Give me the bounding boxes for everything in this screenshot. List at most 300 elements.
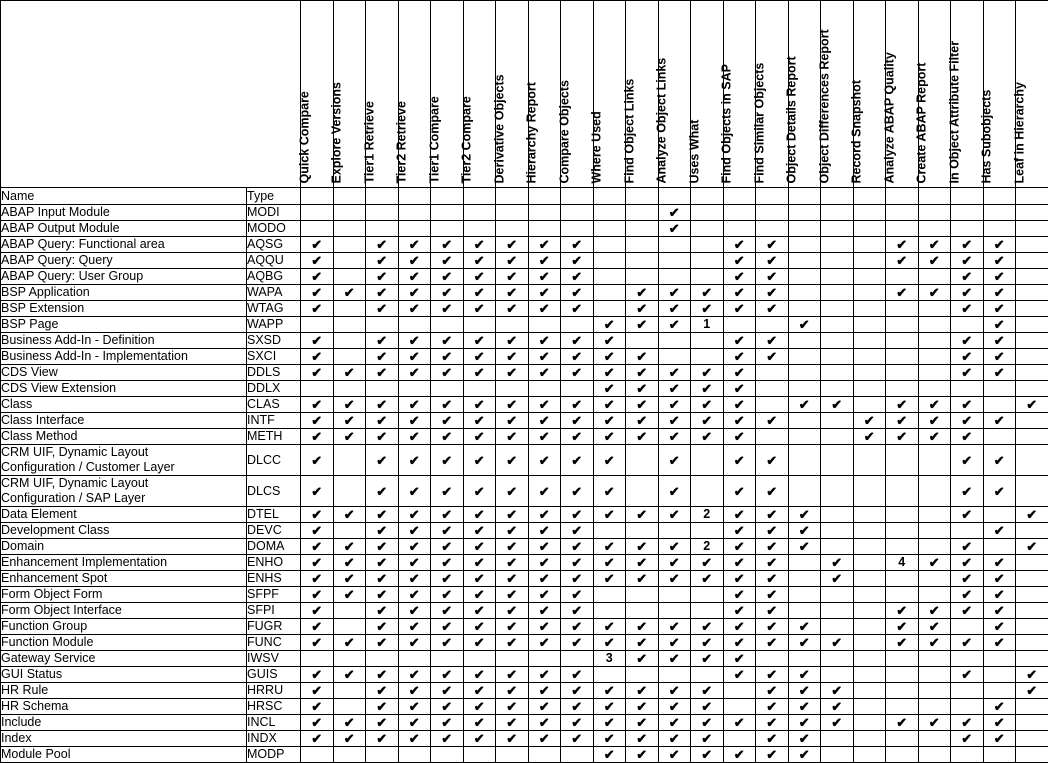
- column-header-compare-objects[interactable]: [561, 1, 594, 188]
- checkmark-icon: ✔: [539, 429, 550, 444]
- checkmark-icon: ✔: [311, 301, 322, 316]
- matrix-cell-check: [463, 635, 496, 651]
- matrix-cell-empty: [1016, 731, 1048, 747]
- matrix-cell-empty: [918, 301, 951, 317]
- matrix-cell-check: [301, 349, 334, 365]
- matrix-cell-empty: [853, 683, 886, 699]
- matrix-cell-empty: [691, 476, 724, 507]
- matrix-cell-check: [723, 476, 756, 507]
- matrix-cell-empty: [788, 269, 821, 285]
- matrix-cell-check: [561, 397, 594, 413]
- checkmark-icon: ✔: [961, 333, 972, 348]
- column-header-find-objects-in-sap[interactable]: [723, 1, 756, 188]
- checkmark-icon: ✔: [539, 699, 550, 714]
- checkmark-icon: ✔: [961, 484, 972, 499]
- checkmark-icon: ✔: [961, 413, 972, 428]
- checkmark-icon: ✔: [961, 349, 972, 364]
- table-row[interactable]: [1, 539, 1048, 555]
- matrix-cell-empty: [593, 523, 626, 539]
- matrix-cell-check: [593, 445, 626, 476]
- footnote-marker: 4: [898, 555, 905, 570]
- checkmark-icon: ✔: [896, 397, 907, 412]
- matrix-cell-empty: [431, 317, 464, 333]
- column-header-find-similar-objects[interactable]: [756, 1, 789, 188]
- column-header-uses-what[interactable]: [691, 1, 724, 188]
- matrix-cell-check: [886, 413, 919, 429]
- matrix-cell-check: [366, 349, 399, 365]
- matrix-cell-check: [333, 587, 366, 603]
- matrix-cell-check: [561, 253, 594, 269]
- object-type-name-line1: BSP Application: [1, 285, 90, 299]
- matrix-cell-check: [398, 269, 431, 285]
- checkmark-icon: ✔: [961, 301, 972, 316]
- column-header-leaf-in-hierarchy[interactable]: [1016, 1, 1048, 188]
- checkmark-icon: ✔: [604, 571, 615, 586]
- matrix-cell-check: [431, 587, 464, 603]
- matrix-cell-empty: [886, 221, 919, 237]
- table-row[interactable]: [1, 507, 1048, 523]
- matrix-cell-empty: [1016, 747, 1048, 763]
- checkmark-icon: ✔: [799, 523, 810, 538]
- checkmark-icon: ✔: [929, 619, 940, 634]
- checkmark-icon: ✔: [701, 285, 712, 300]
- matrix-cell-check: [723, 715, 756, 731]
- checkmark-icon: ✔: [766, 715, 777, 730]
- table-row[interactable]: [1, 683, 1048, 699]
- matrix-cell-check: [496, 413, 529, 429]
- checkmark-icon: ✔: [376, 667, 387, 682]
- matrix-cell-check: [496, 253, 529, 269]
- checkmark-icon: ✔: [994, 349, 1005, 364]
- matrix-cell-footnote: [593, 651, 626, 667]
- checkmark-icon: ✔: [831, 571, 842, 586]
- table-row[interactable]: [1, 619, 1048, 635]
- checkmark-icon: ✔: [831, 397, 842, 412]
- checkmark-icon: ✔: [441, 683, 452, 698]
- matrix-cell-check: [658, 555, 691, 571]
- checkmark-icon: ✔: [409, 397, 420, 412]
- matrix-cell-empty: [528, 651, 561, 667]
- checkmark-icon: ✔: [474, 555, 485, 570]
- matrix-cell-check: [788, 683, 821, 699]
- checkmark-icon: ✔: [376, 253, 387, 268]
- matrix-cell-check: [626, 555, 659, 571]
- column-header-analyze-object-links[interactable]: [658, 1, 691, 188]
- matrix-cell-check: [528, 301, 561, 317]
- matrix-cell-check: [951, 253, 984, 269]
- checkmark-icon: ✔: [571, 397, 582, 412]
- checkmark-icon: ✔: [604, 555, 615, 570]
- checkmark-icon: ✔: [441, 715, 452, 730]
- checkmark-icon: ✔: [669, 635, 680, 650]
- matrix-cell-check: [1016, 667, 1048, 683]
- table-row[interactable]: [1, 667, 1048, 683]
- checkmark-icon: ✔: [701, 381, 712, 396]
- table-row[interactable]: [1, 205, 1048, 221]
- table-row[interactable]: [1, 571, 1048, 587]
- column-header-has-subobjects[interactable]: [983, 1, 1016, 188]
- column-header-label: Record Snapshot: [851, 80, 864, 184]
- checkmark-icon: ✔: [636, 429, 647, 444]
- matrix-cell-empty: [983, 381, 1016, 397]
- checkmark-icon: ✔: [961, 635, 972, 650]
- matrix-cell-check: [463, 571, 496, 587]
- matrix-cell-check: [528, 476, 561, 507]
- checkmark-icon: ✔: [961, 507, 972, 522]
- matrix-cell-check: [821, 571, 854, 587]
- matrix-cell-empty: [658, 349, 691, 365]
- matrix-cell-check: [788, 523, 821, 539]
- matrix-cell-check: [301, 699, 334, 715]
- column-header-tier2-compare[interactable]: [463, 1, 496, 188]
- matrix-cell-empty: [1016, 651, 1048, 667]
- checkmark-icon: ✔: [604, 365, 615, 380]
- checkmark-icon: ✔: [669, 619, 680, 634]
- checkmark-icon: ✔: [506, 523, 517, 538]
- table-row[interactable]: [1, 699, 1048, 715]
- matrix-cell-check: [366, 731, 399, 747]
- checkmark-icon: ✔: [604, 539, 615, 554]
- checkmark-icon: ✔: [669, 205, 680, 220]
- matrix-cell-check: [366, 365, 399, 381]
- checkmark-icon: ✔: [311, 269, 322, 284]
- table-row[interactable]: [1, 317, 1048, 333]
- column-header-tier1-retrieve[interactable]: [366, 1, 399, 188]
- matrix-cell-empty: [528, 317, 561, 333]
- column-header-tier1-compare[interactable]: [431, 1, 464, 188]
- checkmark-icon: ✔: [929, 253, 940, 268]
- table-row[interactable]: [1, 365, 1048, 381]
- column-header-tier2-retrieve[interactable]: [398, 1, 431, 188]
- matrix-cell-empty: [691, 237, 724, 253]
- checkmark-icon: ✔: [409, 269, 420, 284]
- checkmark-icon: ✔: [441, 484, 452, 499]
- checkmark-icon: ✔: [441, 555, 452, 570]
- matrix-cell-check: [593, 365, 626, 381]
- checkmark-icon: ✔: [994, 253, 1005, 268]
- matrix-cell-check: [528, 555, 561, 571]
- checkmark-icon: ✔: [766, 731, 777, 746]
- column-header-quick-compare[interactable]: [301, 1, 334, 188]
- checkmark-icon: ✔: [311, 715, 322, 730]
- column-header-hierarchy-report[interactable]: [528, 1, 561, 188]
- matrix-cell-check: [918, 285, 951, 301]
- object-type-code: SFPI: [247, 603, 301, 619]
- checkmark-icon: ✔: [539, 523, 550, 538]
- checkmark-icon: ✔: [701, 699, 712, 714]
- matrix-cell-check: [528, 603, 561, 619]
- matrix-cell-check: [723, 381, 756, 397]
- object-type-code: MODO: [247, 221, 301, 237]
- matrix-cell-empty: [951, 317, 984, 333]
- matrix-cell-check: [691, 397, 724, 413]
- matrix-cell-check: [723, 523, 756, 539]
- column-header-analyze-abap-quality[interactable]: [886, 1, 919, 188]
- table-row[interactable]: [1, 253, 1048, 269]
- matrix-cell-check: [496, 683, 529, 699]
- checkmark-icon: ✔: [636, 731, 647, 746]
- checkmark-icon: ✔: [441, 667, 452, 682]
- matrix-cell-check: [561, 269, 594, 285]
- matrix-cell-empty: [821, 381, 854, 397]
- matrix-cell-check: [983, 445, 1016, 476]
- matrix-cell-check: [366, 285, 399, 301]
- matrix-cell-check: [528, 635, 561, 651]
- checkmark-icon: ✔: [571, 333, 582, 348]
- table-row[interactable]: [1, 555, 1048, 571]
- checkmark-icon: ✔: [311, 587, 322, 602]
- matrix-cell-check: [496, 237, 529, 253]
- checkmark-icon: ✔: [701, 365, 712, 380]
- matrix-cell-check: [983, 523, 1016, 539]
- column-header-find-object-links[interactable]: [626, 1, 659, 188]
- matrix-cell-check: [593, 476, 626, 507]
- checkmark-icon: ✔: [669, 317, 680, 332]
- matrix-cell-empty: [366, 205, 399, 221]
- matrix-cell-check: [528, 587, 561, 603]
- table-row[interactable]: [1, 635, 1048, 651]
- matrix-cell-check: [626, 301, 659, 317]
- checkmark-icon: ✔: [474, 285, 485, 300]
- matrix-cell-empty: [821, 253, 854, 269]
- column-header-spacer: [593, 188, 626, 205]
- table-row[interactable]: [1, 397, 1048, 413]
- matrix-cell-empty: [528, 221, 561, 237]
- matrix-cell-check: [561, 731, 594, 747]
- matrix-cell-check: [496, 397, 529, 413]
- checkmark-icon: ✔: [766, 587, 777, 602]
- checkmark-icon: ✔: [376, 603, 387, 618]
- checkmark-icon: ✔: [409, 253, 420, 268]
- table-row[interactable]: [1, 349, 1048, 365]
- matrix-cell-check: [366, 429, 399, 445]
- matrix-cell-empty: [1016, 365, 1048, 381]
- checkmark-icon: ✔: [506, 253, 517, 268]
- matrix-cell-check: [301, 445, 334, 476]
- matrix-cell-empty: [398, 221, 431, 237]
- matrix-cell-empty: [983, 221, 1016, 237]
- matrix-cell-check: [398, 301, 431, 317]
- column-header-record-snapshot[interactable]: [853, 1, 886, 188]
- table-row[interactable]: [1, 587, 1048, 603]
- column-header-label: Derivative Objects: [493, 74, 506, 183]
- matrix-cell-check: [333, 635, 366, 651]
- matrix-cell-check: [496, 667, 529, 683]
- checkmark-icon: ✔: [799, 539, 810, 554]
- checkmark-icon: ✔: [1026, 683, 1037, 698]
- matrix-cell-empty: [301, 221, 334, 237]
- checkmark-icon: ✔: [376, 587, 387, 602]
- matrix-cell-check: [333, 731, 366, 747]
- checkmark-icon: ✔: [539, 683, 550, 698]
- checkmark-icon: ✔: [799, 619, 810, 634]
- matrix-cell-empty: [333, 269, 366, 285]
- matrix-cell-check: [821, 555, 854, 571]
- table-row[interactable]: [1, 333, 1048, 349]
- matrix-cell-check: [431, 476, 464, 507]
- matrix-cell-empty: [788, 349, 821, 365]
- checkmark-icon: ✔: [734, 523, 745, 538]
- object-type-name-line1: Function Group: [1, 619, 87, 633]
- checkmark-icon: ✔: [994, 333, 1005, 348]
- column-header-spacer: [918, 188, 951, 205]
- checkmark-icon: ✔: [474, 539, 485, 554]
- matrix-cell-empty: [691, 667, 724, 683]
- checkmark-icon: ✔: [896, 413, 907, 428]
- object-type-name-line1: BSP Extension: [1, 301, 84, 315]
- matrix-cell-check: [886, 253, 919, 269]
- matrix-cell-empty: [1016, 349, 1048, 365]
- checkmark-icon: ✔: [669, 731, 680, 746]
- matrix-cell-check: [561, 413, 594, 429]
- checkmark-icon: ✔: [409, 507, 420, 522]
- checkmark-icon: ✔: [409, 715, 420, 730]
- matrix-cell-check: [691, 301, 724, 317]
- object-type-name: [1, 651, 247, 667]
- table-row[interactable]: [1, 651, 1048, 667]
- matrix-cell-check: [561, 301, 594, 317]
- matrix-cell-check: [788, 667, 821, 683]
- matrix-cell-empty: [593, 221, 626, 237]
- table-row[interactable]: [1, 445, 1048, 476]
- matrix-cell-check: [983, 333, 1016, 349]
- checkmark-icon: ✔: [929, 429, 940, 444]
- checkmark-icon: ✔: [409, 539, 420, 554]
- table-row[interactable]: [1, 731, 1048, 747]
- matrix-cell-check: [658, 445, 691, 476]
- table-row[interactable]: [1, 285, 1048, 301]
- checkmark-icon: ✔: [506, 413, 517, 428]
- table-row[interactable]: [1, 715, 1048, 731]
- object-type-name-line1: Business Add-In - Definition: [1, 333, 155, 347]
- checkmark-icon: ✔: [896, 635, 907, 650]
- column-header-label: Hierarchy Report: [526, 82, 539, 183]
- matrix-cell-empty: [886, 651, 919, 667]
- table-row[interactable]: [1, 381, 1048, 397]
- checkmark-icon: ✔: [994, 635, 1005, 650]
- column-header-spacer: [853, 188, 886, 205]
- checkmark-icon: ✔: [376, 731, 387, 746]
- object-type-code: HRRU: [247, 683, 301, 699]
- matrix-cell-empty: [983, 651, 1016, 667]
- object-type-code: MODP: [247, 747, 301, 763]
- matrix-cell-check: [658, 539, 691, 555]
- checkmark-icon: ✔: [441, 539, 452, 554]
- column-header-create-abap-report[interactable]: [918, 1, 951, 188]
- checkmark-icon: ✔: [571, 683, 582, 698]
- object-type-name: [1, 747, 247, 763]
- table-row[interactable]: [1, 747, 1048, 763]
- column-header-label: Has Subobjects: [981, 89, 994, 183]
- checkmark-icon: ✔: [766, 683, 777, 698]
- matrix-cell-check: [723, 349, 756, 365]
- column-header-object-differences-report[interactable]: [821, 1, 854, 188]
- matrix-cell-empty: [723, 699, 756, 715]
- column-header-label: In Object Attribute Filter: [948, 40, 961, 183]
- table-row[interactable]: [1, 476, 1048, 507]
- matrix-cell-check: [561, 555, 594, 571]
- matrix-cell-empty: [333, 381, 366, 397]
- object-type-code: DTEL: [247, 507, 301, 523]
- column-header-where-used[interactable]: [593, 1, 626, 188]
- table-row[interactable]: [1, 523, 1048, 539]
- matrix-cell-empty: [951, 205, 984, 221]
- matrix-cell-check: [301, 476, 334, 507]
- table-row[interactable]: [1, 269, 1048, 285]
- checkmark-icon: ✔: [409, 619, 420, 634]
- object-type-name: [1, 445, 247, 476]
- matrix-cell-check: [528, 365, 561, 381]
- matrix-cell-check: [983, 349, 1016, 365]
- matrix-cell-check: [463, 539, 496, 555]
- checkmark-icon: ✔: [506, 484, 517, 499]
- matrix-cell-check: [756, 683, 789, 699]
- table-row[interactable]: [1, 301, 1048, 317]
- checkmark-icon: ✔: [604, 507, 615, 522]
- checkmark-icon: ✔: [636, 301, 647, 316]
- checkmark-icon: ✔: [994, 484, 1005, 499]
- matrix-cell-empty: [886, 731, 919, 747]
- matrix-cell-check: [723, 507, 756, 523]
- matrix-cell-empty: [1016, 523, 1048, 539]
- checkmark-icon: ✔: [376, 571, 387, 586]
- object-type-code: SFPF: [247, 587, 301, 603]
- column-header-derivative-objects[interactable]: [496, 1, 529, 188]
- matrix-cell-empty: [821, 587, 854, 603]
- checkmark-icon: ✔: [766, 523, 777, 538]
- matrix-cell-check: [1016, 539, 1048, 555]
- matrix-cell-empty: [853, 445, 886, 476]
- table-row[interactable]: [1, 413, 1048, 429]
- matrix-cell-check: [561, 539, 594, 555]
- checkmark-icon: ✔: [734, 349, 745, 364]
- checkmark-icon: ✔: [409, 603, 420, 618]
- checkmark-icon: ✔: [539, 237, 550, 252]
- matrix-cell-check: [886, 285, 919, 301]
- matrix-cell-empty: [626, 237, 659, 253]
- checkmark-icon: ✔: [376, 333, 387, 348]
- table-row[interactable]: [1, 221, 1048, 237]
- matrix-cell-check: [333, 507, 366, 523]
- matrix-cell-empty: [788, 365, 821, 381]
- matrix-cell-empty: [398, 747, 431, 763]
- matrix-cell-check: [756, 413, 789, 429]
- object-type-code: IWSV: [247, 651, 301, 667]
- matrix-cell-check: [431, 731, 464, 747]
- checkmark-icon: ✔: [1026, 507, 1037, 522]
- matrix-cell-empty: [788, 429, 821, 445]
- column-header-in-object-attribute-filter[interactable]: [951, 1, 984, 188]
- matrix-cell-empty: [463, 747, 496, 763]
- matrix-cell-empty: [853, 571, 886, 587]
- matrix-cell-check: [626, 349, 659, 365]
- checkmark-icon: ✔: [766, 507, 777, 522]
- matrix-cell-empty: [788, 301, 821, 317]
- table-row[interactable]: [1, 237, 1048, 253]
- column-header-explore-versions[interactable]: [333, 1, 366, 188]
- matrix-cell-check: [788, 731, 821, 747]
- checkmark-icon: ✔: [539, 253, 550, 268]
- table-row[interactable]: [1, 603, 1048, 619]
- column-header-object-details-report[interactable]: [788, 1, 821, 188]
- checkmark-icon: ✔: [571, 699, 582, 714]
- matrix-cell-empty: [918, 507, 951, 523]
- object-type-code: WTAG: [247, 301, 301, 317]
- table-row[interactable]: [1, 429, 1048, 445]
- matrix-cell-check: [301, 539, 334, 555]
- matrix-cell-empty: [853, 747, 886, 763]
- checkmark-icon: ✔: [539, 397, 550, 412]
